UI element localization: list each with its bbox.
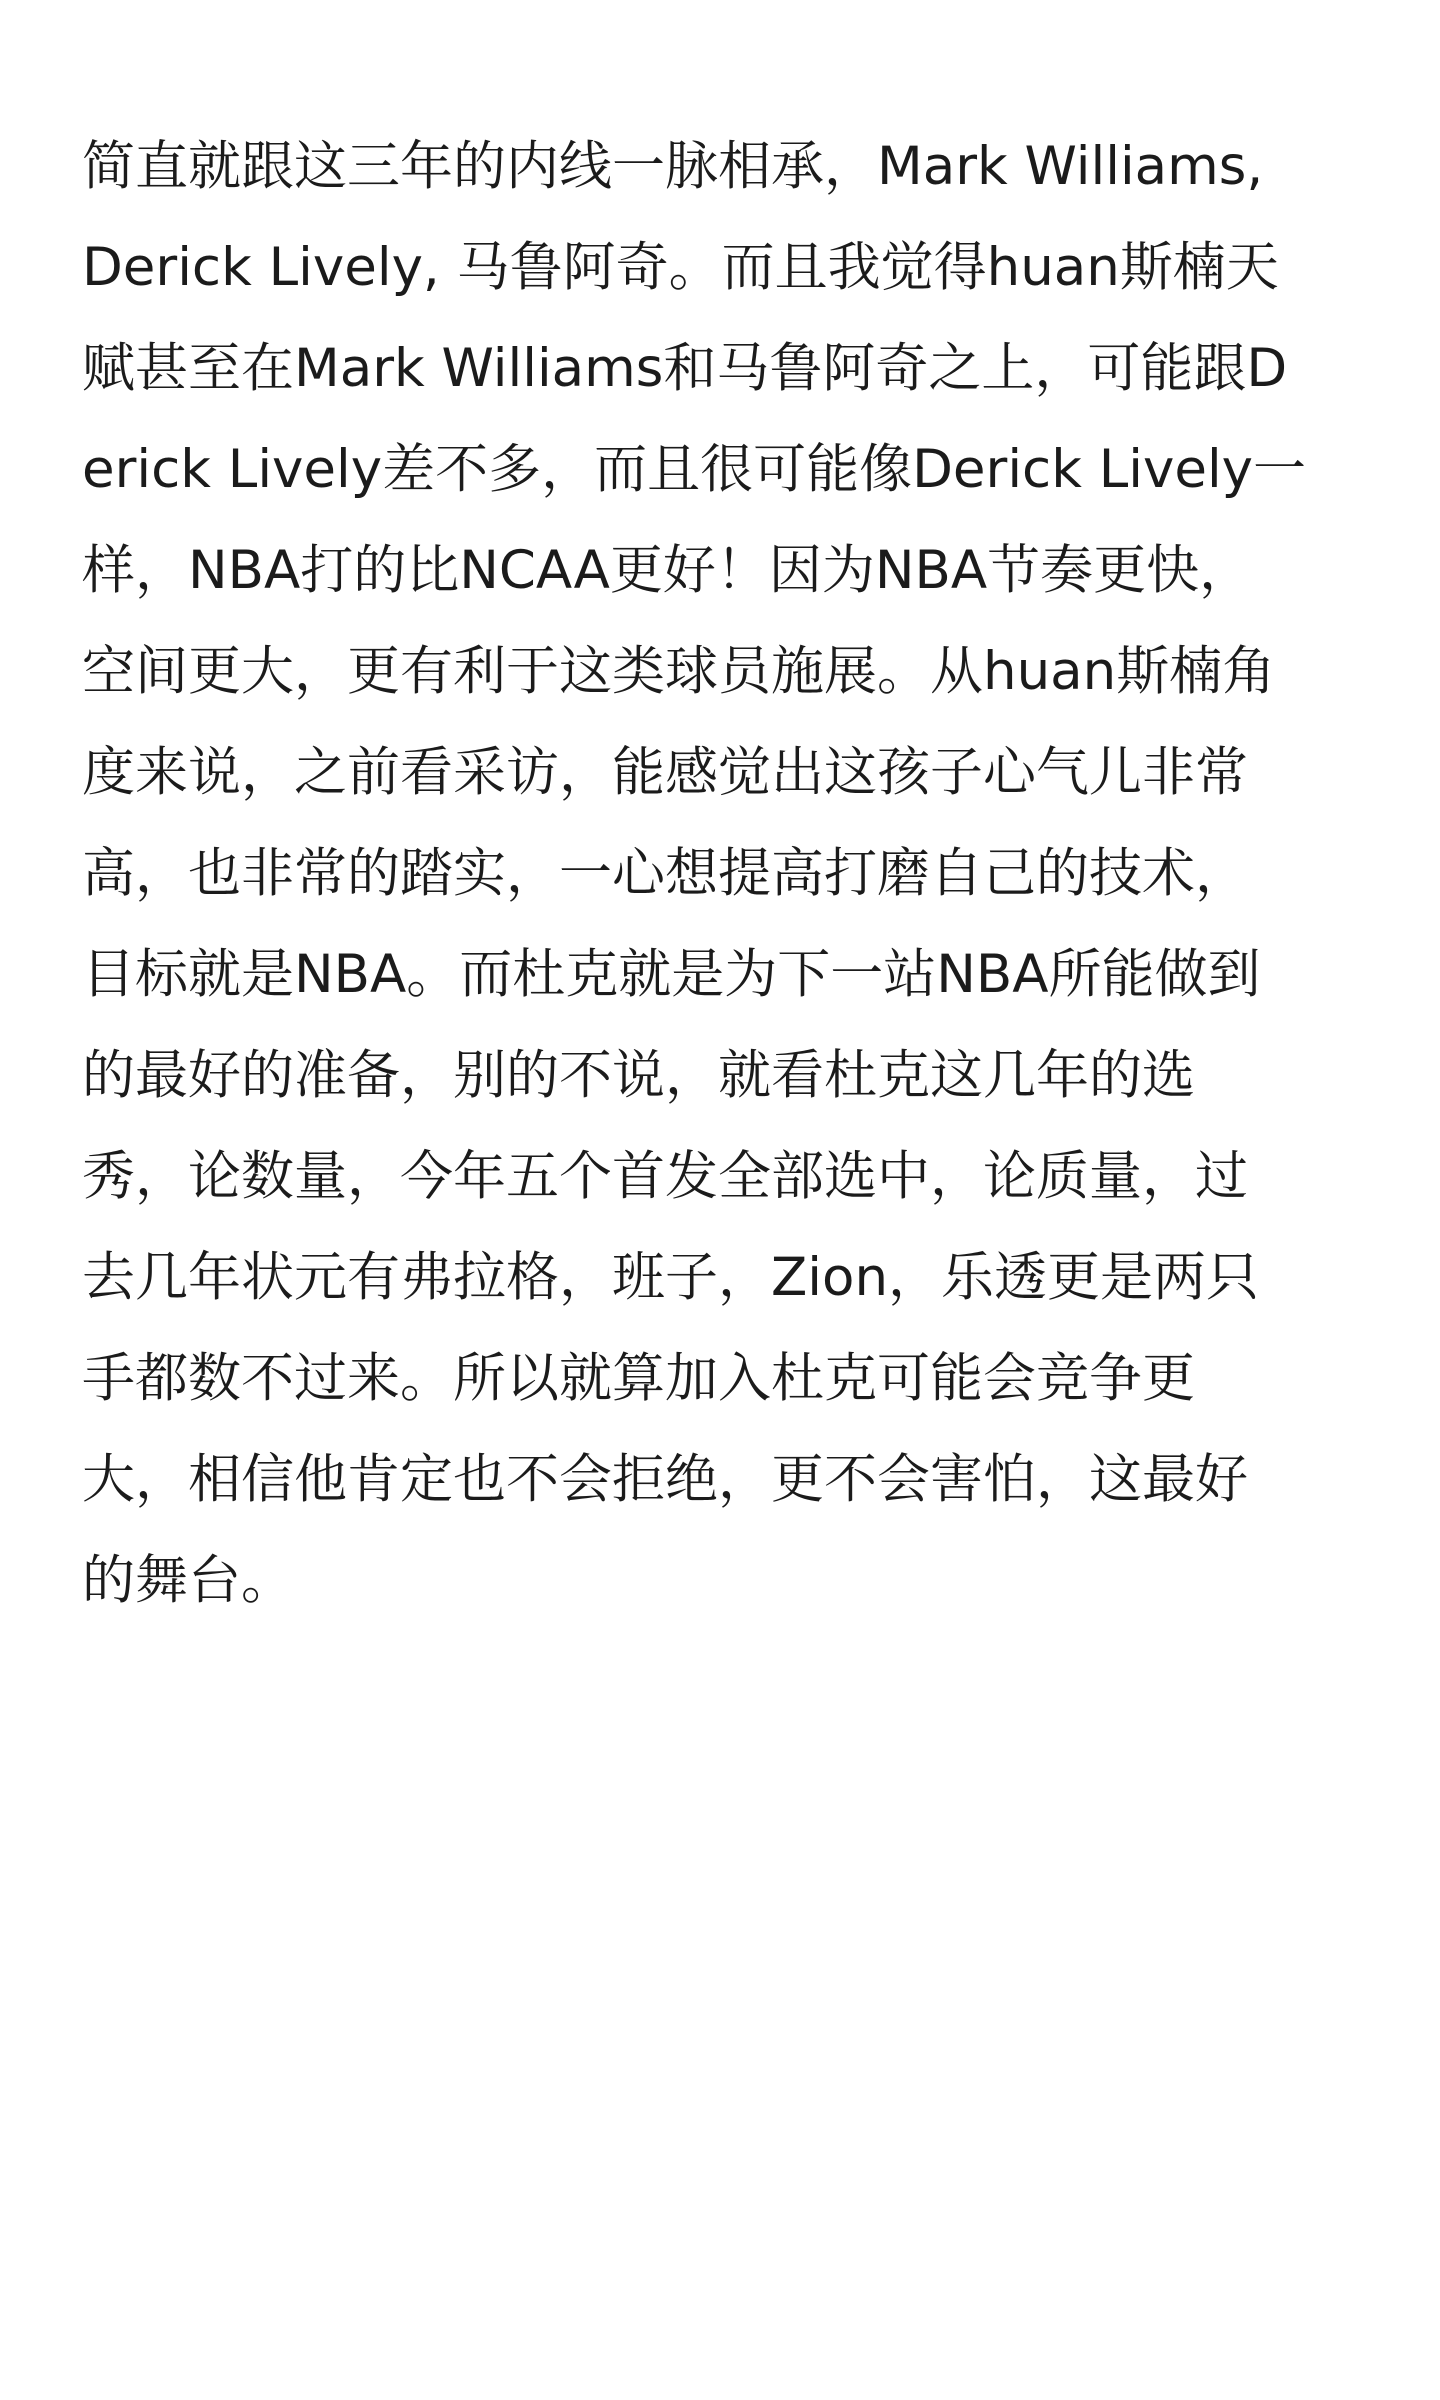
text-line-11: 秀，论数量，今年五个首发全部选中，论质量，过 <box>82 1146 1248 1207</box>
text-line-6: 空间更大，更有利于这类球员施展。从huan斯楠角 <box>82 641 1276 702</box>
text-line-14: 大，相信他肯定也不会拒绝，更不会害怕，这最好 <box>82 1449 1248 1510</box>
text-line-4: erick Lively差不多，而且很可能像Derick Lively一 <box>82 439 1307 500</box>
text-line-5: 样，NBA打的比NCAA更好！因为NBA节奏更快， <box>82 540 1253 601</box>
text-line-2: Derick Lively, 马鲁阿奇。而且我觉得huan斯楠天 <box>82 237 1279 298</box>
text-line-8: 高，也非常的踏实，一心想提高打磨自己的技术， <box>82 843 1248 904</box>
text-line-7: 度来说，之前看采访，能感觉出这孩子心气儿非常 <box>82 742 1248 803</box>
text-line-10: 的最好的准备，别的不说，就看杜克这几年的选 <box>82 1045 1195 1106</box>
text-line-1: 简直就跟这三年的内线一脉相承，Mark Williams, <box>82 136 1264 197</box>
text-line-9: 目标就是NBA。而杜克就是为下一站NBA所能做到 <box>82 944 1261 1005</box>
text-line-12: 去几年状元有弗拉格，班子，Zion，乐透更是两只 <box>82 1247 1260 1308</box>
text-line-13: 手都数不过来。所以就算加入杜克可能会竞争更 <box>82 1348 1195 1409</box>
text-line-3: 赋甚至在Mark Williams和马鲁阿奇之上，可能跟D <box>82 338 1288 399</box>
article-body-text <box>82 116 1372 1631</box>
text-line-15: 的舞台。 <box>82 1550 294 1611</box>
